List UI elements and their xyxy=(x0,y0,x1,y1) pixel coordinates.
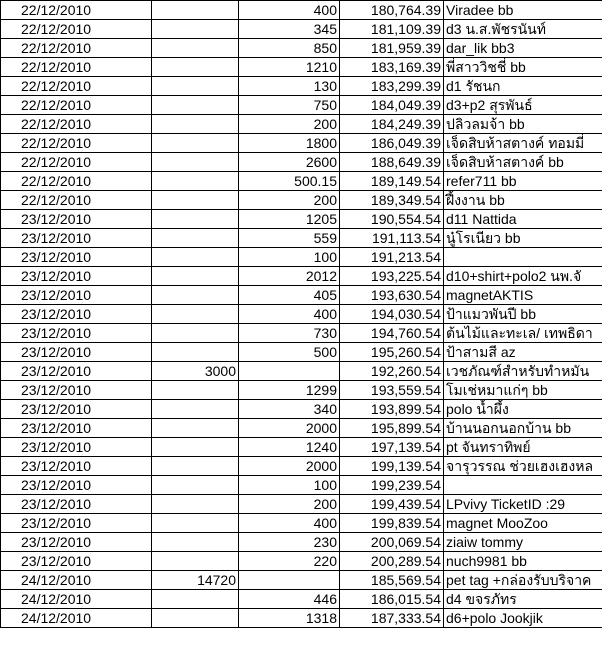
table-row xyxy=(1,438,602,457)
table-row xyxy=(1,229,602,248)
deposit-cell[interactable]: 405 xyxy=(239,286,340,305)
date-cell[interactable]: 22/12/2010 xyxy=(1,191,152,210)
table-row xyxy=(1,514,602,533)
balance-cell[interactable]: 186,049.39 xyxy=(340,134,444,153)
date-cell[interactable]: 23/12/2010 xyxy=(1,514,152,533)
note-cell[interactable]: d6+polo Jookjik xyxy=(444,609,602,628)
deposit-cell[interactable]: 2000 xyxy=(239,457,340,476)
table-row xyxy=(1,96,602,115)
balance-cell[interactable]: 199,239.54 xyxy=(340,476,444,495)
balance-cell[interactable]: 193,225.54 xyxy=(340,267,444,286)
withdrawal-cell[interactable] xyxy=(152,248,239,267)
note-cell[interactable]: ziaiw tommy xyxy=(444,533,602,552)
note-cell[interactable]: โมเช่หมาแก่ๆ bb xyxy=(444,381,602,400)
table-row xyxy=(1,362,602,381)
note-cell[interactable]: บ้านนอกนอกบ้าน bb xyxy=(444,419,602,438)
table-row xyxy=(1,590,602,609)
table-row xyxy=(1,609,602,628)
note-cell[interactable]: magnet MooZoo xyxy=(444,514,602,533)
deposit-cell[interactable]: 400 xyxy=(239,1,340,20)
balance-cell[interactable]: 184,249.39 xyxy=(340,115,444,134)
withdrawal-cell[interactable] xyxy=(152,229,239,248)
balance-cell[interactable]: 187,333.54 xyxy=(340,609,444,628)
table-row xyxy=(1,1,602,20)
table-row xyxy=(1,134,602,153)
balance-cell[interactable]: 188,649.39 xyxy=(340,153,444,172)
note-cell[interactable] xyxy=(444,248,602,267)
balance-cell[interactable]: 184,049.39 xyxy=(340,96,444,115)
note-cell[interactable]: d10+shirt+polo2 นพ.จั xyxy=(444,267,602,286)
table-row xyxy=(1,343,602,362)
date-cell[interactable]: 23/12/2010 xyxy=(1,381,152,400)
deposit-cell[interactable]: 230 xyxy=(239,533,340,552)
date-cell[interactable]: 23/12/2010 xyxy=(1,305,152,324)
table-row xyxy=(1,20,602,39)
balance-cell[interactable]: 189,149.54 xyxy=(340,172,444,191)
deposit-cell[interactable]: 200 xyxy=(239,115,340,134)
balance-cell[interactable]: 199,839.54 xyxy=(340,514,444,533)
deposit-cell[interactable]: 2000 xyxy=(239,419,340,438)
balance-cell[interactable]: 195,260.54 xyxy=(340,343,444,362)
note-cell[interactable]: เจ็ดสิบห้าสตางค์ ทอมมี่ xyxy=(444,134,602,153)
table-row xyxy=(1,58,602,77)
date-cell[interactable]: 22/12/2010 xyxy=(1,96,152,115)
balance-cell[interactable]: 191,113.54 xyxy=(340,229,444,248)
table-row xyxy=(1,39,602,58)
date-cell[interactable]: 23/12/2010 xyxy=(1,362,152,381)
withdrawal-cell[interactable]: 14720 xyxy=(152,571,239,590)
withdrawal-cell[interactable] xyxy=(152,96,239,115)
deposit-cell[interactable]: 2012 xyxy=(239,267,340,286)
deposit-cell[interactable]: 750 xyxy=(239,96,340,115)
date-cell[interactable]: 22/12/2010 xyxy=(1,1,152,20)
date-cell[interactable]: 24/12/2010 xyxy=(1,609,152,628)
table-row xyxy=(1,400,602,419)
deposit-cell[interactable]: 345 xyxy=(239,20,340,39)
withdrawal-cell[interactable] xyxy=(152,191,239,210)
table-row xyxy=(1,324,602,343)
balance-cell[interactable]: 191,213.54 xyxy=(340,248,444,267)
date-cell[interactable]: 23/12/2010 xyxy=(1,533,152,552)
deposit-cell[interactable]: 1205 xyxy=(239,210,340,229)
withdrawal-cell[interactable] xyxy=(152,533,239,552)
balance-cell[interactable]: 199,139.54 xyxy=(340,457,444,476)
deposit-cell[interactable]: 730 xyxy=(239,324,340,343)
note-cell[interactable]: ฝึ้งงาน bb xyxy=(444,191,602,210)
deposit-cell[interactable]: 340 xyxy=(239,400,340,419)
withdrawal-cell[interactable] xyxy=(152,495,239,514)
table-row xyxy=(1,457,602,476)
withdrawal-cell[interactable] xyxy=(152,210,239,229)
withdrawal-cell[interactable] xyxy=(152,514,239,533)
note-cell[interactable]: นู๋โรเนียว bb xyxy=(444,229,602,248)
withdrawal-cell[interactable] xyxy=(152,20,239,39)
note-cell[interactable]: d1 รัชนก xyxy=(444,77,602,96)
balance-cell[interactable]: 189,349.54 xyxy=(340,191,444,210)
balance-cell[interactable]: 194,760.54 xyxy=(340,324,444,343)
withdrawal-cell[interactable] xyxy=(152,476,239,495)
withdrawal-cell[interactable] xyxy=(152,286,239,305)
withdrawal-cell[interactable] xyxy=(152,77,239,96)
date-cell[interactable]: 23/12/2010 xyxy=(1,286,152,305)
withdrawal-cell[interactable] xyxy=(152,172,239,191)
date-cell[interactable]: 22/12/2010 xyxy=(1,20,152,39)
balance-cell[interactable]: 192,260.54 xyxy=(340,362,444,381)
table-row xyxy=(1,115,602,134)
balance-cell[interactable]: 186,015.54 xyxy=(340,590,444,609)
withdrawal-cell[interactable] xyxy=(152,590,239,609)
deposit-cell[interactable] xyxy=(239,571,340,590)
balance-cell[interactable]: 185,569.54 xyxy=(340,571,444,590)
deposit-cell[interactable]: 446 xyxy=(239,590,340,609)
note-cell[interactable] xyxy=(444,476,602,495)
balance-cell[interactable]: 193,899.54 xyxy=(340,400,444,419)
ledger-body xyxy=(1,1,602,628)
balance-cell[interactable]: 181,959.39 xyxy=(340,39,444,58)
note-cell[interactable]: refer711 bb xyxy=(444,172,602,191)
note-cell[interactable]: nuch9981 bb xyxy=(444,552,602,571)
date-cell[interactable]: 22/12/2010 xyxy=(1,77,152,96)
withdrawal-cell[interactable] xyxy=(152,305,239,324)
deposit-cell[interactable]: 500.15 xyxy=(239,172,340,191)
date-cell[interactable]: 24/12/2010 xyxy=(1,590,152,609)
balance-cell[interactable]: 194,030.54 xyxy=(340,305,444,324)
note-cell[interactable]: d4 ขจรภัทร xyxy=(444,590,602,609)
note-cell[interactable]: pt จันทราทิพย์ xyxy=(444,438,602,457)
date-cell[interactable]: 23/12/2010 xyxy=(1,419,152,438)
balance-cell[interactable]: 180,764.39 xyxy=(340,1,444,20)
note-cell[interactable]: ต้นไม้และทะเล/ เทพธิดา xyxy=(444,324,602,343)
note-cell[interactable]: Viradee bb xyxy=(444,1,602,20)
withdrawal-cell[interactable] xyxy=(152,324,239,343)
table-row xyxy=(1,419,602,438)
table-row xyxy=(1,286,602,305)
date-cell[interactable]: 22/12/2010 xyxy=(1,39,152,58)
note-cell[interactable]: d3 น.ส.พัชรนันท์ xyxy=(444,20,602,39)
table-row xyxy=(1,77,602,96)
date-cell[interactable]: 22/12/2010 xyxy=(1,115,152,134)
deposit-cell[interactable]: 400 xyxy=(239,514,340,533)
deposit-cell[interactable]: 559 xyxy=(239,229,340,248)
date-cell[interactable]: 23/12/2010 xyxy=(1,400,152,419)
deposit-cell[interactable]: 400 xyxy=(239,305,340,324)
table-row xyxy=(1,248,602,267)
table-row xyxy=(1,305,602,324)
deposit-cell[interactable]: 2600 xyxy=(239,153,340,172)
date-cell[interactable]: 23/12/2010 xyxy=(1,438,152,457)
deposit-cell[interactable]: 850 xyxy=(239,39,340,58)
note-cell[interactable]: จารุวรรณ ช่วยเฮงเฮงหล xyxy=(444,457,602,476)
withdrawal-cell[interactable] xyxy=(152,400,239,419)
date-cell[interactable]: 24/12/2010 xyxy=(1,571,152,590)
note-cell[interactable]: ป้าแมวพันปี bb xyxy=(444,305,602,324)
withdrawal-cell[interactable] xyxy=(152,58,239,77)
note-cell[interactable]: ป้าสามสี az xyxy=(444,343,602,362)
table-row xyxy=(1,552,602,571)
note-cell[interactable]: dar_lik bb3 xyxy=(444,39,602,58)
balance-cell[interactable]: 200,069.54 xyxy=(340,533,444,552)
date-cell[interactable]: 23/12/2010 xyxy=(1,476,152,495)
balance-cell[interactable]: 193,559.54 xyxy=(340,381,444,400)
withdrawal-cell[interactable] xyxy=(152,134,239,153)
note-cell[interactable]: เวชภัณฑ์สำหรับทำหมัน xyxy=(444,362,602,381)
balance-cell[interactable]: 197,139.54 xyxy=(340,438,444,457)
deposit-cell[interactable]: 1800 xyxy=(239,134,340,153)
deposit-cell[interactable]: 1210 xyxy=(239,58,340,77)
balance-cell[interactable]: 199,439.54 xyxy=(340,495,444,514)
date-cell[interactable]: 23/12/2010 xyxy=(1,267,152,286)
withdrawal-cell[interactable] xyxy=(152,457,239,476)
table-row xyxy=(1,210,602,229)
balance-cell[interactable]: 195,899.54 xyxy=(340,419,444,438)
withdrawal-cell[interactable] xyxy=(152,39,239,58)
table-row xyxy=(1,571,602,590)
table-row xyxy=(1,267,602,286)
withdrawal-cell[interactable] xyxy=(152,552,239,571)
note-cell[interactable]: ปลิวลมจ้า bb xyxy=(444,115,602,134)
table-row xyxy=(1,476,602,495)
deposit-cell[interactable]: 130 xyxy=(239,77,340,96)
withdrawal-cell[interactable] xyxy=(152,381,239,400)
note-cell[interactable]: polo น้ำผึ้ง xyxy=(444,400,602,419)
table-row xyxy=(1,495,602,514)
date-cell[interactable]: 22/12/2010 xyxy=(1,134,152,153)
table-row xyxy=(1,533,602,552)
deposit-cell[interactable]: 200 xyxy=(239,191,340,210)
date-cell[interactable]: 23/12/2010 xyxy=(1,552,152,571)
date-cell[interactable]: 23/12/2010 xyxy=(1,210,152,229)
date-cell[interactable]: 22/12/2010 xyxy=(1,58,152,77)
withdrawal-cell[interactable] xyxy=(152,419,239,438)
note-cell[interactable]: pet tag +กล่องรับบริจาค xyxy=(444,571,602,590)
note-cell[interactable]: เจ็ดสิบห้าสตางค์ bb xyxy=(444,153,602,172)
withdrawal-cell[interactable] xyxy=(152,438,239,457)
withdrawal-cell[interactable] xyxy=(152,153,239,172)
date-cell[interactable]: 22/12/2010 xyxy=(1,153,152,172)
date-cell[interactable]: 23/12/2010 xyxy=(1,495,152,514)
note-cell[interactable]: magnetAKTIS xyxy=(444,286,602,305)
deposit-cell[interactable]: 1299 xyxy=(239,381,340,400)
balance-cell[interactable]: 190,554.54 xyxy=(340,210,444,229)
date-cell[interactable]: 23/12/2010 xyxy=(1,248,152,267)
deposit-cell[interactable] xyxy=(239,362,340,381)
balance-cell[interactable]: 200,289.54 xyxy=(340,552,444,571)
withdrawal-cell[interactable] xyxy=(152,115,239,134)
table-row xyxy=(1,381,602,400)
deposit-cell[interactable]: 200 xyxy=(239,495,340,514)
deposit-cell[interactable]: 220 xyxy=(239,552,340,571)
balance-cell[interactable]: 193,630.54 xyxy=(340,286,444,305)
date-cell[interactable]: 23/12/2010 xyxy=(1,457,152,476)
balance-cell[interactable]: 183,169.39 xyxy=(340,58,444,77)
withdrawal-cell[interactable]: 3000 xyxy=(152,362,239,381)
deposit-cell[interactable]: 1318 xyxy=(239,609,340,628)
balance-cell[interactable]: 181,109.39 xyxy=(340,20,444,39)
date-cell[interactable]: 22/12/2010 xyxy=(1,172,152,191)
note-cell[interactable]: LPvivy TicketID :29 xyxy=(444,495,602,514)
date-cell[interactable]: 23/12/2010 xyxy=(1,229,152,248)
withdrawal-cell[interactable] xyxy=(152,1,239,20)
date-cell[interactable]: 23/12/2010 xyxy=(1,343,152,362)
withdrawal-cell[interactable] xyxy=(152,343,239,362)
table-row xyxy=(1,153,602,172)
withdrawal-cell[interactable] xyxy=(152,267,239,286)
deposit-cell[interactable]: 1240 xyxy=(239,438,340,457)
deposit-cell[interactable]: 100 xyxy=(239,476,340,495)
balance-cell[interactable]: 183,299.39 xyxy=(340,77,444,96)
date-cell[interactable]: 23/12/2010 xyxy=(1,324,152,343)
note-cell[interactable]: d3+p2 สุรพันธ์ xyxy=(444,96,602,115)
table-row xyxy=(1,172,602,191)
note-cell[interactable]: พี่สาววิชชี่ bb xyxy=(444,58,602,77)
deposit-cell[interactable]: 500 xyxy=(239,343,340,362)
table-row xyxy=(1,191,602,210)
deposit-cell[interactable]: 100 xyxy=(239,248,340,267)
note-cell[interactable]: d11 Nattida xyxy=(444,210,602,229)
withdrawal-cell[interactable] xyxy=(152,609,239,628)
